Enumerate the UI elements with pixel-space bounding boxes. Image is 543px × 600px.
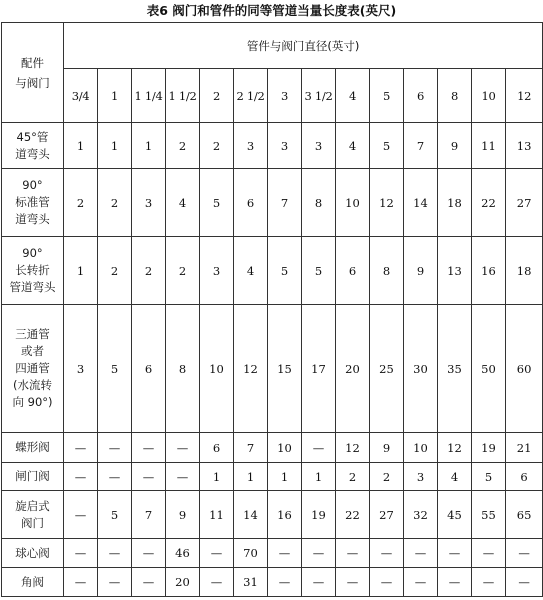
row-label-line: 道弯头 bbox=[15, 212, 50, 226]
value-cell: — bbox=[370, 539, 404, 568]
value-cell: 27 bbox=[506, 169, 543, 237]
row-label-line: 管道弯头 bbox=[9, 280, 56, 294]
value-cell: 2 bbox=[98, 169, 132, 237]
row-label bbox=[2, 305, 64, 433]
value-cell: 22 bbox=[336, 491, 370, 539]
value-cell: 6 bbox=[336, 237, 370, 305]
value-cell: — bbox=[336, 568, 370, 597]
value-cell: 9 bbox=[438, 123, 472, 169]
value-cell: 1 bbox=[64, 123, 98, 169]
row-label bbox=[2, 539, 64, 568]
size-header-cell: 2 bbox=[200, 69, 234, 123]
value-cell: 4 bbox=[336, 123, 370, 169]
value-cell: 10 bbox=[404, 433, 438, 463]
row-label bbox=[2, 568, 64, 597]
value-cell: 3 bbox=[234, 123, 268, 169]
value-cell: 20 bbox=[336, 305, 370, 433]
row-label-line: 90° bbox=[22, 178, 43, 192]
value-cell: — bbox=[64, 463, 98, 491]
value-cell: 20 bbox=[166, 568, 200, 597]
value-cell: 55 bbox=[472, 491, 506, 539]
row-label bbox=[2, 433, 64, 463]
value-cell: — bbox=[64, 539, 98, 568]
value-cell: — bbox=[336, 539, 370, 568]
value-cell: 50 bbox=[472, 305, 506, 433]
value-cell: — bbox=[64, 491, 98, 539]
value-cell: — bbox=[404, 568, 438, 597]
value-cell: 14 bbox=[234, 491, 268, 539]
value-cell: 4 bbox=[166, 169, 200, 237]
value-cell: 3 bbox=[132, 169, 166, 237]
value-cell: 9 bbox=[166, 491, 200, 539]
corner-header-line: 配件 bbox=[21, 55, 44, 70]
value-cell: 32 bbox=[404, 491, 438, 539]
value-cell: 8 bbox=[166, 305, 200, 433]
value-cell: 6 bbox=[234, 169, 268, 237]
value-cell: 12 bbox=[234, 305, 268, 433]
equivalent-length-table bbox=[1, 22, 543, 597]
value-cell: 6 bbox=[506, 463, 543, 491]
value-cell: 65 bbox=[506, 491, 543, 539]
value-cell: 5 bbox=[302, 237, 336, 305]
value-cell: 31 bbox=[234, 568, 268, 597]
value-cell: — bbox=[302, 539, 336, 568]
value-cell: — bbox=[506, 568, 543, 597]
value-cell: — bbox=[132, 539, 166, 568]
value-cell: — bbox=[302, 433, 336, 463]
value-cell: 25 bbox=[370, 305, 404, 433]
value-cell: 3 bbox=[268, 123, 302, 169]
row-label-line: 90° bbox=[22, 246, 43, 260]
value-cell: — bbox=[132, 433, 166, 463]
row-label-line: 闸门阀 bbox=[15, 469, 50, 483]
value-cell: 1 bbox=[234, 463, 268, 491]
size-header-cell: 1 bbox=[98, 69, 132, 123]
value-cell: 11 bbox=[472, 123, 506, 169]
row-label-line: 阀门 bbox=[21, 515, 44, 530]
value-cell: 7 bbox=[234, 433, 268, 463]
value-cell: 5 bbox=[268, 237, 302, 305]
size-header-cell: 3 bbox=[268, 69, 302, 123]
value-cell: 13 bbox=[438, 237, 472, 305]
row-label-line: 旋启式 bbox=[15, 498, 50, 513]
value-cell: 22 bbox=[472, 169, 506, 237]
row-label bbox=[2, 169, 64, 237]
value-cell: 3 bbox=[404, 463, 438, 491]
value-cell: 9 bbox=[370, 433, 404, 463]
value-cell: — bbox=[370, 568, 404, 597]
value-cell: 2 bbox=[166, 123, 200, 169]
row-label-line: 长转折 bbox=[15, 263, 50, 277]
value-cell: 13 bbox=[506, 123, 543, 169]
row-label-line: 向 90°) bbox=[12, 395, 53, 409]
corner-header-line: 与阀门 bbox=[15, 75, 50, 90]
value-cell: 7 bbox=[404, 123, 438, 169]
size-header-cell: 10 bbox=[472, 69, 506, 123]
table-title: 表6 阀门和管件的同等管道当量长度表(英尺) bbox=[146, 3, 397, 18]
value-cell: 16 bbox=[472, 237, 506, 305]
value-cell: — bbox=[438, 539, 472, 568]
row-label-line: 球心阀 bbox=[15, 545, 50, 560]
value-cell: 19 bbox=[302, 491, 336, 539]
value-cell: 4 bbox=[234, 237, 268, 305]
size-header-cell: 2 1/2 bbox=[234, 69, 268, 123]
row-label bbox=[2, 463, 64, 491]
value-cell: 1 bbox=[268, 463, 302, 491]
row-label-line: 角阀 bbox=[21, 574, 44, 589]
value-cell: 3 bbox=[200, 237, 234, 305]
value-cell: 21 bbox=[506, 433, 543, 463]
value-cell: — bbox=[268, 568, 302, 597]
size-group-header: 管件与阀门直径(英寸) bbox=[64, 23, 543, 69]
value-cell: 2 bbox=[132, 237, 166, 305]
value-cell: 5 bbox=[98, 491, 132, 539]
corner-header bbox=[2, 23, 64, 123]
value-cell: — bbox=[438, 568, 472, 597]
value-cell: 27 bbox=[370, 491, 404, 539]
value-cell: 16 bbox=[268, 491, 302, 539]
value-cell: 12 bbox=[438, 433, 472, 463]
value-cell: — bbox=[132, 568, 166, 597]
value-cell: 3 bbox=[64, 305, 98, 433]
value-cell: 5 bbox=[472, 463, 506, 491]
value-cell: 1 bbox=[302, 463, 336, 491]
value-cell: 8 bbox=[370, 237, 404, 305]
value-cell: — bbox=[64, 568, 98, 597]
header-row-sizes bbox=[2, 69, 543, 123]
value-cell: 70 bbox=[234, 539, 268, 568]
value-cell: 11 bbox=[200, 491, 234, 539]
table-row bbox=[2, 568, 543, 597]
value-cell: — bbox=[200, 539, 234, 568]
value-cell: 6 bbox=[200, 433, 234, 463]
value-cell: 8 bbox=[302, 169, 336, 237]
value-cell: 35 bbox=[438, 305, 472, 433]
value-cell: 4 bbox=[438, 463, 472, 491]
size-header-cell: 12 bbox=[506, 69, 543, 123]
value-cell: 10 bbox=[336, 169, 370, 237]
table-row bbox=[2, 123, 543, 169]
value-cell: 2 bbox=[166, 237, 200, 305]
table-row bbox=[2, 539, 543, 568]
size-header-cell: 8 bbox=[438, 69, 472, 123]
value-cell: 2 bbox=[200, 123, 234, 169]
value-cell: 18 bbox=[438, 169, 472, 237]
value-cell: 14 bbox=[404, 169, 438, 237]
value-cell: 1 bbox=[132, 123, 166, 169]
value-cell: 3 bbox=[302, 123, 336, 169]
value-cell: — bbox=[506, 539, 543, 568]
row-label-line: 45°管 bbox=[16, 129, 49, 144]
value-cell: 17 bbox=[302, 305, 336, 433]
row-label-line: 三通管 bbox=[15, 327, 50, 341]
value-cell: 10 bbox=[200, 305, 234, 433]
value-cell: — bbox=[98, 463, 132, 491]
table-row bbox=[2, 463, 543, 491]
value-cell: 15 bbox=[268, 305, 302, 433]
row-label bbox=[2, 123, 64, 169]
value-cell: 2 bbox=[370, 463, 404, 491]
row-label-line: (水流转 bbox=[13, 378, 52, 392]
value-cell: 2 bbox=[64, 169, 98, 237]
size-header-cell: 5 bbox=[370, 69, 404, 123]
value-cell: — bbox=[98, 539, 132, 568]
value-cell: 10 bbox=[268, 433, 302, 463]
value-cell: 19 bbox=[472, 433, 506, 463]
table-row bbox=[2, 169, 543, 237]
row-label-line: 道弯头 bbox=[15, 146, 50, 161]
value-cell: — bbox=[472, 539, 506, 568]
value-cell: 1 bbox=[64, 237, 98, 305]
size-header-cell: 1 1/4 bbox=[132, 69, 166, 123]
table-body bbox=[2, 123, 543, 597]
value-cell: — bbox=[98, 433, 132, 463]
row-label bbox=[2, 237, 64, 305]
value-cell: — bbox=[404, 539, 438, 568]
header-row-group bbox=[2, 23, 543, 69]
size-header-cell: 3/4 bbox=[64, 69, 98, 123]
size-header-cell: 1 1/2 bbox=[166, 69, 200, 123]
value-cell: 2 bbox=[98, 237, 132, 305]
value-cell: 12 bbox=[370, 169, 404, 237]
row-label-line: 四通管 bbox=[15, 361, 50, 375]
value-cell: — bbox=[200, 568, 234, 597]
value-cell: 12 bbox=[336, 433, 370, 463]
row-label bbox=[2, 491, 64, 539]
value-cell: 5 bbox=[200, 169, 234, 237]
value-cell: 18 bbox=[506, 237, 543, 305]
row-label-line: 或者 bbox=[21, 344, 44, 358]
table-row bbox=[2, 433, 543, 463]
value-cell: 46 bbox=[166, 539, 200, 568]
value-cell: — bbox=[98, 568, 132, 597]
table-row bbox=[2, 237, 543, 305]
value-cell: — bbox=[268, 539, 302, 568]
size-header-cell: 3 1/2 bbox=[302, 69, 336, 123]
size-header-cell: 6 bbox=[404, 69, 438, 123]
value-cell: 7 bbox=[268, 169, 302, 237]
table-row bbox=[2, 491, 543, 539]
value-cell: 6 bbox=[132, 305, 166, 433]
value-cell: 60 bbox=[506, 305, 543, 433]
value-cell: 30 bbox=[404, 305, 438, 433]
value-cell: 7 bbox=[132, 491, 166, 539]
value-cell: — bbox=[166, 463, 200, 491]
value-cell: — bbox=[166, 433, 200, 463]
value-cell: — bbox=[302, 568, 336, 597]
value-cell: — bbox=[64, 433, 98, 463]
value-cell: 1 bbox=[200, 463, 234, 491]
size-header-cell: 4 bbox=[336, 69, 370, 123]
table-row bbox=[2, 305, 543, 433]
value-cell: 1 bbox=[98, 123, 132, 169]
value-cell: — bbox=[472, 568, 506, 597]
value-cell: 5 bbox=[98, 305, 132, 433]
row-label-line: 标准管 bbox=[15, 195, 50, 209]
value-cell: 2 bbox=[336, 463, 370, 491]
value-cell: 5 bbox=[370, 123, 404, 169]
value-cell: 9 bbox=[404, 237, 438, 305]
value-cell: — bbox=[132, 463, 166, 491]
row-label-line: 蝶形阀 bbox=[15, 440, 50, 454]
value-cell: 45 bbox=[438, 491, 472, 539]
